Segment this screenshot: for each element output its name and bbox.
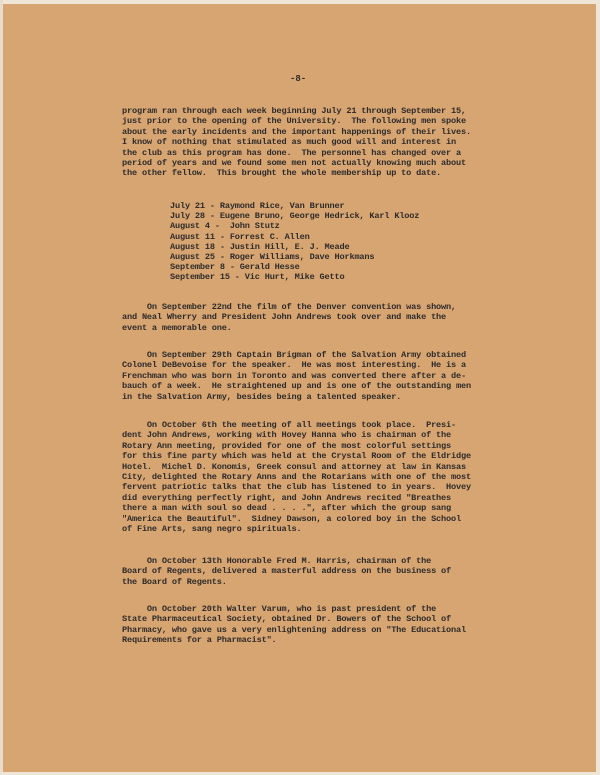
paragraph-sept-29 <box>122 350 522 402</box>
text-line: Hotel. Michel D. Konomis, Greek consul and attorney at law in Kansas <box>122 461 466 472</box>
text-line: On September 22nd the film of the Denver convention was shown, <box>122 302 457 312</box>
schedule-entry: September 8 - Gerald Hesse <box>170 262 300 273</box>
text-line: did everything perfectly right, and John Andrews recited "Breathes <box>122 492 452 503</box>
schedule-entry: September 15 - Vic Hurt, Mike Getto <box>170 272 345 283</box>
paragraph-sept-22 <box>122 302 522 333</box>
text-line: for this fine party which was held at the Crystal Room of the Eldridge <box>122 451 471 462</box>
speaker-schedule <box>170 201 490 283</box>
text-line: Rotary Ann meeting, provided for one of the most colorful settings <box>122 440 452 451</box>
text-line: Pharmacy, who gave us a very enlightening address on "The Educational <box>122 624 466 635</box>
schedule-entry: July 28 - Eugene Bruno, George Hedrick, Karl Klooz <box>170 211 420 222</box>
text-line: Frenchman who was born in Toronto and was converted there after a de- <box>122 370 466 381</box>
text-line: program ran through each week beginning July 21 through September 15, <box>122 106 466 116</box>
scan-edge-left <box>0 0 3 775</box>
schedule-entry: August 25 - Roger Williams, Dave Horkmans <box>170 252 375 263</box>
text-line: bauch of a week. He straightened up and is one of the outstanding men <box>122 381 471 392</box>
schedule-entry: August 11 - Forrest C. Allen <box>170 231 310 242</box>
page-number: -8- <box>290 74 307 84</box>
text-line: and Neal Wherry and President John Andrews took over and make the <box>122 312 447 323</box>
text-line: Requirements for a Pharmacist". <box>122 635 277 646</box>
text-line: State Pharmaceutical Society, obtained Dr. Bowers of the School of <box>122 614 452 625</box>
text-line: City, delighted the Rotary Anns and the Rotarians with one of the most <box>122 472 471 483</box>
text-line: the other fellow. This brought the whole membership up to date. <box>122 168 442 179</box>
paragraph-oct-6 <box>122 420 522 534</box>
text-line: just prior to the opening of the University. The following men spoke <box>122 116 466 127</box>
schedule-entry: August 4 - John Stutz <box>170 221 280 232</box>
text-line: On October 13th Honorable Fred M. Harris, chairman of the <box>122 556 432 566</box>
text-line: fervent patriotic talks that the club has listened to in years. Hovey <box>122 482 471 493</box>
text-line: On October 20th Walter Varum, who is past president of the <box>122 604 437 614</box>
text-line: the Board of Regents. <box>122 576 227 587</box>
text-line: event a memorable one. <box>122 322 232 333</box>
paragraph-oct-20 <box>122 604 522 646</box>
schedule-entry: July 21 - Raymond Rice, Van Brunner <box>170 201 345 211</box>
text-line: period of years and we found some men not actually knowing much about <box>122 158 466 169</box>
text-line: about the early incidents and the important happenings of their lives. <box>122 126 471 137</box>
text-line: Colonel DeBevoise for the speaker. He was most interesting. He is a <box>122 360 466 371</box>
schedule-entry: August 18 - Justin Hill, E. J. Meade <box>170 241 350 252</box>
text-line: in the Salvation Army, besides being a talented speaker. <box>122 391 402 402</box>
paragraph-oct-13 <box>122 556 522 587</box>
text-line: the club as this program has done. The personnel has changed over a <box>122 147 461 158</box>
text-line: Board of Regents, delivered a masterful address on the business of <box>122 566 452 577</box>
intro-paragraph <box>122 106 522 179</box>
text-line: "America the Beautiful". Sidney Dawson, a colored boy in the School <box>122 513 461 524</box>
text-line: of Fine Arts, sang negro spirituals. <box>122 524 302 535</box>
text-line: On October 6th the meeting of all meetings took place. Presi- <box>122 420 457 430</box>
text-line: there a man with soul so dead . . . .", after which the group sang <box>122 503 452 514</box>
text-line: On September 29th Captain Brigman of the Salvation Army obtained <box>122 350 466 360</box>
text-line: I know of nothing that stimulated as much good will and interest in <box>122 137 457 148</box>
scan-edge-top <box>0 0 600 4</box>
text-line: dent John Andrews, working with Hovey Hanna who is chairman of the <box>122 430 452 441</box>
scan-edge-right <box>596 0 600 775</box>
